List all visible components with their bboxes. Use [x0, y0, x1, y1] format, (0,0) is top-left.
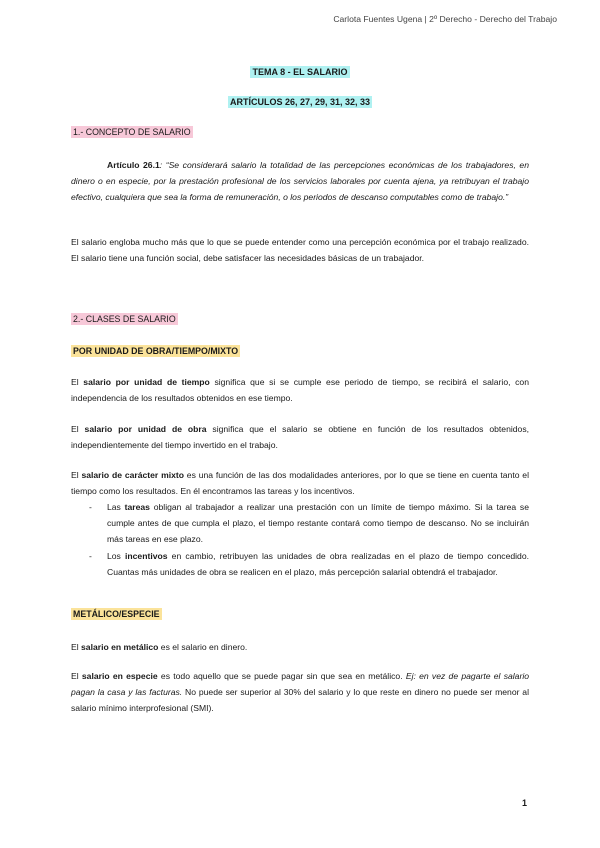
- article-quote: [71, 157, 529, 206]
- text-prefix: El: [71, 424, 85, 434]
- text-body: significa que el salario se obtiene en función de los resultados obtenidos, independientemente del tiempo invertido en el trabajo.: [71, 424, 530, 451]
- articles-text: ARTÍCULOS 26, 27, 29, 31, 32, 33: [229, 97, 371, 107]
- article-ref: Artículo 26.1: [107, 160, 160, 170]
- document-title: [0, 67, 600, 77]
- example-text: Ej: en vez de pagarte el salario pagan la casa y las facturas.: [71, 671, 530, 698]
- text-prefix: Los: [107, 550, 126, 561]
- section-heading-text: 2.- CLASES DE SALARIO: [73, 314, 176, 324]
- text-prefix: El: [71, 470, 82, 480]
- term-metalico: salario en metálico: [81, 642, 159, 652]
- term-obra: salario por unidad de obra: [84, 424, 207, 434]
- list-item: [71, 548, 529, 580]
- list-item: [71, 499, 529, 548]
- text-prefix: El: [71, 377, 84, 387]
- paragraph-tiempo: [71, 374, 529, 406]
- text-prefix: Las: [107, 502, 125, 512]
- text-body: significa que si se cumple ese periodo de tiempo, se recibirá el salario, con independencia de los resultados obtenidos en ese tiempo.: [71, 377, 529, 404]
- title-text: TEMA 8 - EL SALARIO: [252, 67, 348, 77]
- dash-bullet: -: [89, 550, 92, 561]
- text-body: No puede ser superior al 30% del salario y lo que reste en dinero no puede ser menor al salario mínimo interprofesional (SMI).: [71, 687, 529, 714]
- text-body: obligan al trabajador a realizar una prestación con un límite de tiempo máximo. Si la tarea se cumple antes de que cumpla el plazo, el tiempo restante contará como tiempo de descanso. No se incluirán más tareas en ese plazo.: [107, 502, 529, 545]
- term-especie: salario en especie: [81, 671, 158, 681]
- term-mixto: salario de carácter mixto: [81, 470, 184, 480]
- quote-text: : “Se considerará salario la totalidad de las percepciones económicas de los trabajadores, en dinero o en especie, por la prestación profesional de los servicios laborales por cuenta ajena, ya retribuyan el trabajo efectivo, cualquiera que sea la forma de remuneración, o los periodos de descanso computables como de trabajo.”: [71, 160, 529, 203]
- text-body: es todo aquello que se puede pagar sin que sea en metálico.: [157, 671, 406, 681]
- subheading-text: METÁLICO/ESPECIE: [73, 609, 160, 619]
- text-prefix: El: [71, 642, 82, 652]
- articles-title: [0, 97, 600, 107]
- text-body: es una función de las dos modalidades anteriores, por lo que se tiene en cuenta tanto el tiempo como los resultados. En él encontramos las tareas y los incentivos.: [71, 470, 529, 497]
- paragraph-obra: [71, 421, 529, 453]
- paragraph-mixto: [71, 467, 529, 499]
- subheading-metalico: [71, 609, 162, 619]
- dash-bullet: -: [89, 502, 92, 512]
- text-body: en cambio, retribuyen las unidades de obra realizadas en el plazo de tiempo concedido. Cuantas más unidades de obra se realicen en el plazo, más percepción salarial obtendrá el trabajador.: [107, 550, 529, 577]
- mixto-list: [71, 499, 529, 580]
- term-tiempo: salario por unidad de tiempo: [83, 377, 210, 387]
- concept-paragraph: El salario engloba mucho más que lo que se puede entender como una percepción económica por el trabajo realizado. El salario tiene una función social, debe satisfacer las necesidades básicas de un trabajador.: [71, 237, 529, 264]
- paragraph-metalico: [71, 639, 529, 655]
- page-header: Carlota Fuentes Ugena | 2º Derecho - Derecho del Trabajo: [333, 14, 557, 24]
- text-prefix: El: [71, 671, 82, 681]
- subheading-unidad: [71, 346, 240, 356]
- section-heading-text: 1.- CONCEPTO DE SALARIO: [73, 127, 191, 137]
- term-tareas: tareas: [124, 502, 150, 512]
- paragraph-especie: [71, 668, 529, 717]
- term-incentivos: incentivos: [125, 550, 168, 561]
- section-heading-concepto: [71, 127, 193, 137]
- text-body: es el salario en dinero.: [158, 642, 248, 652]
- page-number: 1: [522, 798, 528, 808]
- subheading-text: POR UNIDAD DE OBRA/TIEMPO/MIXTO: [73, 346, 239, 356]
- section-heading-clases: [71, 314, 178, 324]
